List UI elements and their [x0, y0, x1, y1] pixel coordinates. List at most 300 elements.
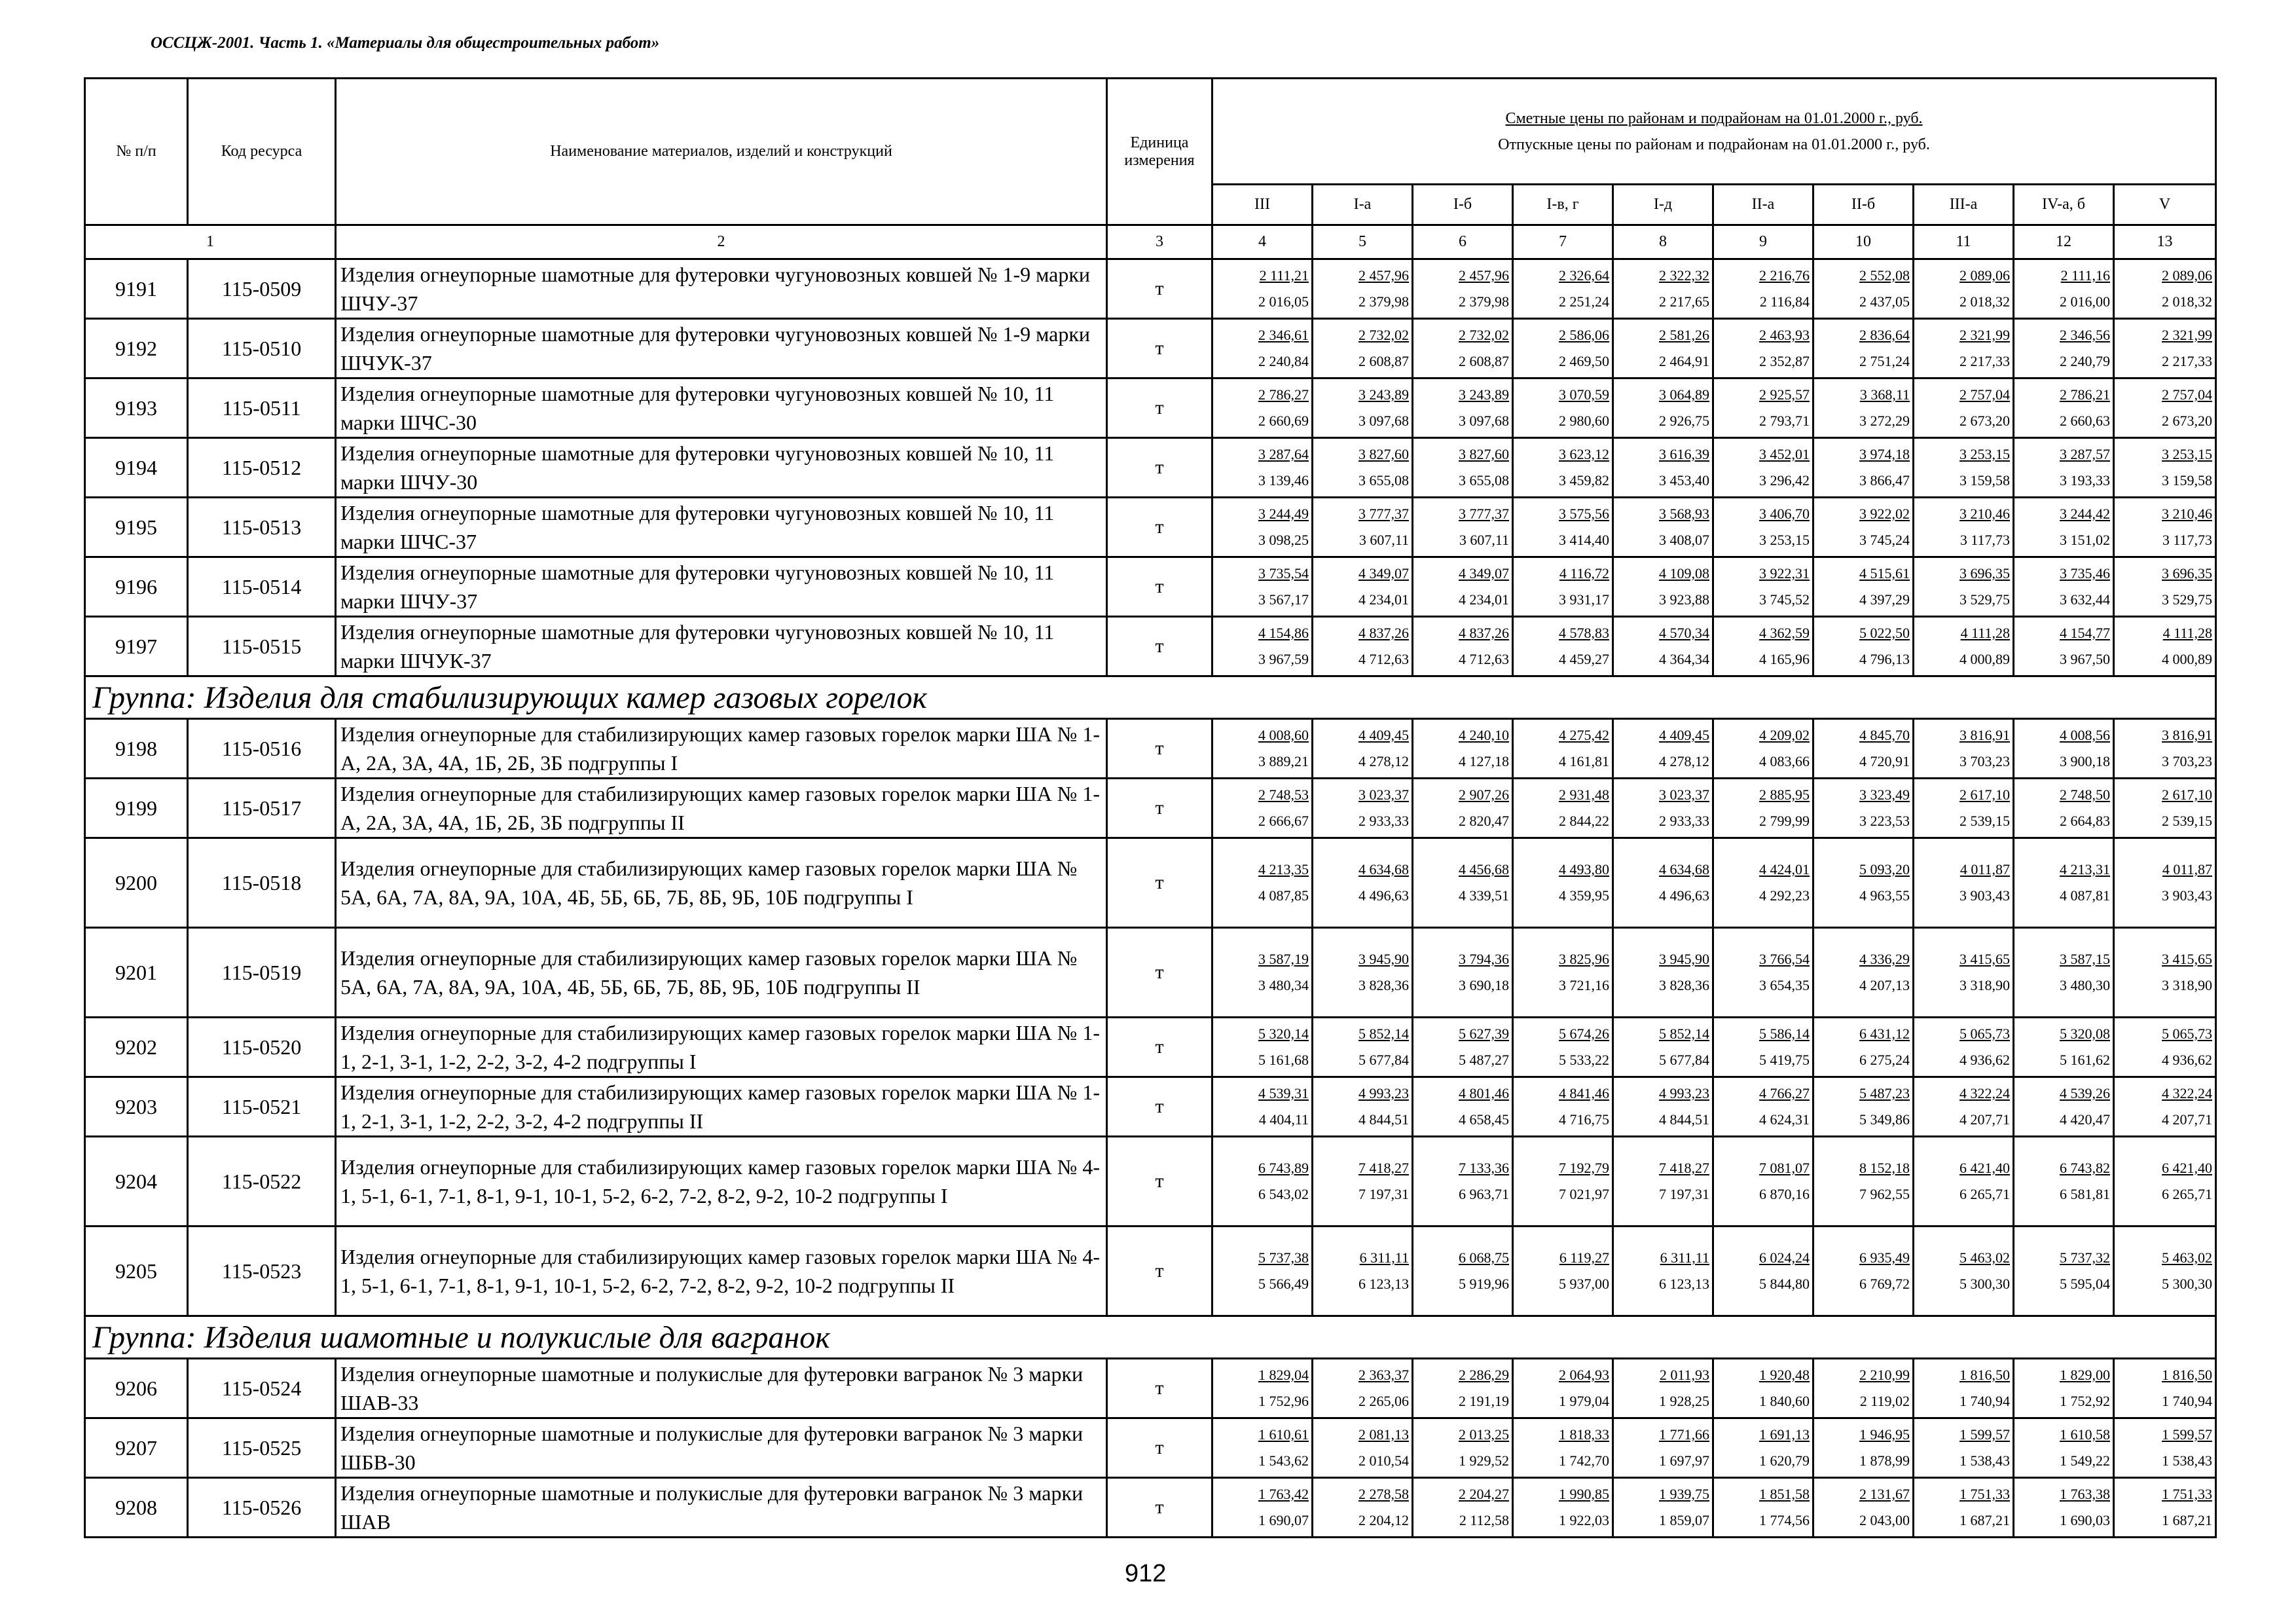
release-price: 5 533,22 [1559, 1052, 1609, 1068]
price-cell [1413, 1359, 1513, 1418]
estimate-price: 3 023,37 [1358, 786, 1409, 803]
release-price: 3 655,08 [1358, 472, 1409, 489]
price-cell [2114, 1478, 2216, 1538]
release-price: 1 752,92 [2060, 1393, 2110, 1409]
estimate-price: 3 922,31 [1759, 565, 1810, 581]
estimate-price: 2 326,64 [1559, 267, 1609, 284]
price-table [84, 77, 2217, 1538]
estimate-price: 4 539,31 [1258, 1085, 1309, 1101]
price-cell [1313, 617, 1413, 676]
row-number: 9201 [85, 928, 188, 1018]
price-cell [1313, 1227, 1413, 1316]
release-price: 5 161,62 [2060, 1052, 2110, 1068]
release-price: 1 687,21 [2162, 1512, 2213, 1528]
estimate-price: 4 578,83 [1559, 625, 1609, 641]
estimate-price: 4 634,68 [1659, 861, 1709, 877]
price-cell [1914, 557, 2014, 617]
estimate-price: 2 131,67 [1859, 1486, 1910, 1502]
resource-code: 115-0523 [188, 1227, 336, 1316]
estimate-price: 5 737,32 [2060, 1249, 2110, 1266]
estimate-price: 6 421,40 [2162, 1160, 2213, 1176]
table-row [85, 1137, 2216, 1227]
price-cell [2114, 259, 2216, 319]
price-cell [1613, 1418, 1713, 1478]
release-price: 1 740,94 [2162, 1393, 2213, 1409]
release-price: 3 703,23 [2162, 753, 2213, 769]
estimate-price: 4 209,02 [1759, 727, 1810, 743]
release-price: 2 660,63 [2060, 413, 2110, 429]
price-cell [2014, 719, 2114, 779]
release-price: 2 016,05 [1258, 293, 1309, 310]
estimate-price: 6 935,49 [1859, 1249, 1910, 1266]
price-cell [1713, 719, 1813, 779]
release-price: 3 607,11 [1358, 532, 1409, 548]
price-cell [1914, 1227, 2014, 1316]
release-price: 1 690,03 [2060, 1512, 2110, 1528]
row-number: 9198 [85, 719, 188, 779]
price-cell [1513, 838, 1613, 928]
release-price: 2 379,98 [1459, 293, 1509, 310]
release-price: 1 697,97 [1659, 1452, 1709, 1469]
material-name: Изделия огнеупорные шамотные и полукислые для футеровки вагранок № 3 марки ШАВ-33 [336, 1359, 1107, 1418]
price-cell [1914, 319, 2014, 378]
release-price: 1 690,07 [1258, 1512, 1309, 1528]
release-price: 2 666,67 [1258, 813, 1309, 829]
estimate-price: 3 210,46 [2162, 506, 2213, 522]
price-cell [2014, 928, 2114, 1018]
material-name: Изделия огнеупорные для стабилизирующих камер газовых горелок марки ША № 1-1, 2-1, 3-1, 1-2, 2-2, 3-2, 4-2 подгруппы II [336, 1077, 1107, 1137]
release-price: 3 159,58 [2162, 472, 2213, 489]
price-cell [1413, 498, 1513, 557]
release-price: 2 251,24 [1559, 293, 1609, 310]
price-cell [1813, 1018, 1914, 1077]
estimate-price: 3 253,15 [2162, 446, 2213, 462]
price-cell [1914, 1137, 2014, 1227]
estimate-price: 1 610,58 [2060, 1426, 2110, 1443]
column-number: 8 [1613, 225, 1713, 259]
estimate-price: 2 321,99 [2162, 327, 2213, 343]
estimate-price: 2 748,53 [1258, 786, 1309, 803]
region-header: I-б [1413, 185, 1513, 225]
material-name: Изделия огнеупорные шамотные для футеровки чугуновозных ковшей № 10, 11 марки ШЧС-30 [336, 378, 1107, 438]
price-cell [1813, 1418, 1914, 1478]
release-price: 6 870,16 [1759, 1186, 1810, 1202]
estimate-price: 4 634,68 [1358, 861, 1409, 877]
column-number: 12 [2014, 225, 2114, 259]
estimate-price: 4 322,24 [2162, 1085, 2213, 1101]
price-cell [1613, 319, 1713, 378]
estimate-price: 5 065,73 [2162, 1025, 2213, 1042]
price-cell [1813, 1359, 1914, 1418]
estimate-price: 3 287,64 [1258, 446, 1309, 462]
estimate-price: 2 732,02 [1459, 327, 1509, 343]
estimate-price: 6 068,75 [1459, 1249, 1509, 1266]
resource-code: 115-0526 [188, 1478, 336, 1538]
release-price: 2 539,15 [1959, 813, 2010, 829]
estimate-price: 3 587,19 [1258, 951, 1309, 967]
estimate-price: 4 766,27 [1759, 1085, 1810, 1101]
material-name: Изделия огнеупорные шамотные для футеровки чугуновозных ковшей № 10, 11 марки ШЧУ-30 [336, 438, 1107, 498]
price-cell [1212, 1478, 1313, 1538]
release-price: 2 820,47 [1459, 813, 1509, 829]
estimate-price: 2 321,99 [1959, 327, 2010, 343]
column-number: 1 [85, 225, 336, 259]
material-name: Изделия огнеупорные для стабилизирующих камер газовых горелок марки ША № 4-1, 5-1, 6-1, 7-1, 8-1, 9-1, 10-1, 5-2, 6-2, 7-2, 8-2, 9-2, 10-2 подгруппы I [336, 1137, 1107, 1227]
release-price: 3 480,34 [1258, 977, 1309, 993]
estimate-price: 3 922,02 [1859, 506, 1910, 522]
unit-of-measure: т [1107, 1018, 1212, 1077]
estimate-price: 4 154,86 [1258, 625, 1309, 641]
estimate-price: 6 421,40 [1959, 1160, 2010, 1176]
price-cell [1212, 1018, 1313, 1077]
material-name: Изделия огнеупорные шамотные для футеровки чугуновозных ковшей № 1-9 марки ШЧУ-37 [336, 259, 1107, 319]
price-cell [2014, 838, 2114, 928]
price-cell [1813, 319, 1914, 378]
release-price: 1 774,56 [1759, 1512, 1810, 1528]
estimate-price: 2 732,02 [1358, 327, 1409, 343]
estimate-price: 4 240,10 [1459, 727, 1509, 743]
unit-of-measure: т [1107, 1418, 1212, 1478]
release-price: 4 087,81 [2060, 887, 2110, 904]
release-price: 4 459,27 [1559, 651, 1609, 667]
region-header: I-а [1313, 185, 1413, 225]
estimate-price: 2 925,57 [1759, 386, 1810, 403]
release-price: 2 217,33 [2162, 353, 2213, 369]
release-price: 2 265,06 [1358, 1393, 1409, 1409]
estimate-price: 3 243,89 [1358, 386, 1409, 403]
release-price: 1 538,43 [2162, 1452, 2213, 1469]
release-price: 4 207,13 [1859, 977, 1910, 993]
unit-of-measure: т [1107, 438, 1212, 498]
estimate-price: 3 253,15 [1959, 446, 2010, 462]
release-price: 4 234,01 [1358, 591, 1409, 608]
price-cell [1813, 1227, 1914, 1316]
resource-code: 115-0514 [188, 557, 336, 617]
price-cell [1813, 1077, 1914, 1137]
release-price: 4 000,89 [1959, 651, 2010, 667]
estimate-price: 3 287,57 [2060, 446, 2110, 462]
price-cell [2114, 838, 2216, 928]
price-cell [1914, 719, 2014, 779]
price-cell [1713, 1478, 1813, 1538]
price-cell [1212, 928, 1313, 1018]
estimate-price: 2 064,93 [1559, 1367, 1609, 1383]
estimate-price: 3 696,35 [1959, 565, 2010, 581]
release-price: 3 567,17 [1258, 591, 1309, 608]
price-cell [2014, 1077, 2114, 1137]
release-price: 4 207,71 [2162, 1111, 2213, 1128]
estimate-price: 2 322,32 [1659, 267, 1709, 284]
price-cell [2114, 1227, 2216, 1316]
table-row [85, 259, 2216, 319]
release-price: 6 265,71 [2162, 1186, 2213, 1202]
page-header: ОССЦЖ-2001. Часть 1. «Материалы для общестроительных работ» [151, 34, 660, 52]
estimate-price: 4 837,26 [1459, 625, 1509, 641]
table-row [85, 779, 2216, 838]
estimate-price: 2 346,61 [1258, 327, 1309, 343]
release-price: 6 123,13 [1659, 1276, 1709, 1292]
price-cell [1413, 1418, 1513, 1478]
price-cell [1513, 319, 1613, 378]
estimate-price: 4 362,59 [1759, 625, 1810, 641]
estimate-price: 2 111,21 [1259, 267, 1309, 284]
price-cell [1713, 838, 1813, 928]
region-header: II-б [1813, 185, 1914, 225]
unit-of-measure: т [1107, 498, 1212, 557]
price-cell [1813, 1137, 1914, 1227]
estimate-price: 1 763,38 [2060, 1486, 2110, 1502]
price-cell [1313, 498, 1413, 557]
estimate-price: 3 816,91 [1959, 727, 2010, 743]
row-number: 9199 [85, 779, 188, 838]
estimate-price: 4 111,28 [1960, 625, 2010, 641]
estimate-price: 3 415,65 [2162, 951, 2213, 967]
release-price: 3 900,18 [2060, 753, 2110, 769]
price-cell [1713, 928, 1813, 1018]
row-number: 9195 [85, 498, 188, 557]
estimate-price: 3 794,36 [1459, 951, 1509, 967]
material-name: Изделия огнеупорные шамотные и полукислые для футеровки вагранок № 3 марки ШАВ [336, 1478, 1107, 1538]
estimate-price: 3 575,56 [1559, 506, 1609, 522]
release-price: 4 844,51 [1659, 1111, 1709, 1128]
price-cell [1713, 438, 1813, 498]
release-price: 5 300,30 [1959, 1276, 2010, 1292]
table-row [85, 838, 2216, 928]
release-price: 2 379,98 [1358, 293, 1409, 310]
material-name: Изделия огнеупорные для стабилизирующих камер газовых горелок марки ША № 5А, 6А, 7А, 8А, 9А, 10А, 4Б, 5Б, 6Б, 7Б, 8Б, 9Б, 10Б подгруппы I [336, 838, 1107, 928]
estimate-price: 4 213,35 [1258, 861, 1309, 877]
table-row [85, 617, 2216, 676]
estimate-price: 4 275,42 [1559, 727, 1609, 743]
estimate-price: 2 581,26 [1659, 327, 1709, 343]
table-row [85, 1478, 2216, 1538]
release-price: 4 364,34 [1659, 651, 1709, 667]
release-price: 3 097,68 [1459, 413, 1509, 429]
row-number: 9203 [85, 1077, 188, 1137]
price-cell [2014, 1137, 2114, 1227]
release-price: 1 687,21 [1959, 1512, 2010, 1528]
price-cell [1212, 617, 1313, 676]
release-price: 4 624,31 [1759, 1111, 1810, 1128]
estimate-price: 2 089,06 [1959, 267, 2010, 284]
estimate-price: 2 089,06 [2162, 267, 2213, 284]
column-number: 10 [1813, 225, 1914, 259]
price-cell [1513, 1018, 1613, 1077]
unit-of-measure: т [1107, 259, 1212, 319]
release-price: 3 745,24 [1859, 532, 1910, 548]
estimate-price: 7 418,27 [1659, 1160, 1709, 1176]
material-name: Изделия огнеупорные шамотные для футеровки чугуновозных ковшей № 10, 11 марки ШЧС-37 [336, 498, 1107, 557]
price-cell [1513, 498, 1613, 557]
table-row [85, 928, 2216, 1018]
release-price: 4 496,63 [1358, 887, 1409, 904]
price-cell [1313, 779, 1413, 838]
estimate-price: 3 064,89 [1659, 386, 1709, 403]
unit-of-measure: т [1107, 1478, 1212, 1538]
price-cell [1212, 557, 1313, 617]
release-price: 2 933,33 [1358, 813, 1409, 829]
release-price: 2 673,20 [1959, 413, 2010, 429]
price-cell [1212, 438, 1313, 498]
release-price: 1 742,70 [1559, 1452, 1609, 1469]
estimate-price: 2 786,21 [2060, 386, 2110, 403]
estimate-price: 3 452,01 [1759, 446, 1810, 462]
release-price: 3 117,73 [2162, 532, 2213, 548]
estimate-price: 1 599,57 [2162, 1426, 2213, 1443]
price-cell [1313, 557, 1413, 617]
price-cell [1313, 319, 1413, 378]
material-name: Изделия огнеупорные шамотные для футеровки чугуновозных ковшей № 10, 11 марки ШЧУ-37 [336, 557, 1107, 617]
price-cell [1713, 557, 1813, 617]
price-cell [1313, 259, 1413, 319]
price-cell [1713, 319, 1813, 378]
table-row [85, 719, 2216, 779]
estimate-price: 4 539,26 [2060, 1085, 2110, 1101]
price-cell [1713, 1018, 1813, 1077]
price-cell [1513, 557, 1613, 617]
row-number: 9194 [85, 438, 188, 498]
price-cell [1413, 557, 1513, 617]
row-number: 9205 [85, 1227, 188, 1316]
estimate-price: 1 610,61 [1258, 1426, 1309, 1443]
unit-of-measure: т [1107, 1359, 1212, 1418]
estimate-price: 7 418,27 [1358, 1160, 1409, 1176]
release-price: 1 538,43 [1959, 1452, 2010, 1469]
price-cell [1813, 259, 1914, 319]
column-number-row [85, 225, 2216, 259]
estimate-price: 1 816,50 [1959, 1367, 2010, 1383]
row-number: 9197 [85, 617, 188, 676]
price-cell [1212, 1418, 1313, 1478]
price-cell [1413, 1227, 1513, 1316]
row-number: 9191 [85, 259, 188, 319]
price-cell [1413, 319, 1513, 378]
price-cell [1813, 378, 1914, 438]
estimate-price: 2 011,93 [1659, 1367, 1709, 1383]
estimate-price: 3 244,42 [2060, 506, 2110, 522]
estimate-price: 1 829,04 [1258, 1367, 1309, 1383]
price-cell [1513, 1359, 1613, 1418]
estimate-price: 2 463,93 [1759, 327, 1810, 343]
estimate-price: 3 827,60 [1358, 446, 1409, 462]
estimate-price: 2 216,76 [1759, 267, 1810, 284]
estimate-price: 4 409,45 [1358, 727, 1409, 743]
material-name: Изделия огнеупорные для стабилизирующих камер газовых горелок марки ША № 5А, 6А, 7А, 8А, 9А, 10А, 4Б, 5Б, 6Б, 7Б, 8Б, 9Б, 10Б подгруппы II [336, 928, 1107, 1018]
estimate-price: 3 816,91 [2162, 727, 2213, 743]
release-price: 2 799,99 [1759, 813, 1810, 829]
price-cell [1513, 1137, 1613, 1227]
estimate-price: 1 751,33 [1959, 1486, 2010, 1502]
resource-code: 115-0524 [188, 1359, 336, 1418]
material-name: Изделия огнеупорные для стабилизирующих камер газовых горелок марки ША № 4-1, 5-1, 6-1, 7-1, 8-1, 9-1, 10-1, 5-2, 6-2, 7-2, 8-2, 9-2, 10-2 подгруппы II [336, 1227, 1107, 1316]
price-cell [1613, 1359, 1713, 1418]
estimate-price: 5 320,08 [2060, 1025, 2110, 1042]
price-cell [1713, 1137, 1813, 1227]
release-price: 4 716,75 [1559, 1111, 1609, 1128]
price-cell [1813, 779, 1914, 838]
estimate-price: 1 990,85 [1559, 1486, 1609, 1502]
price-cell [1713, 378, 1813, 438]
estimate-price: 4 993,23 [1358, 1085, 1409, 1101]
table-row [85, 319, 2216, 378]
estimate-price: 4 493,80 [1559, 861, 1609, 877]
estimate-price: 5 022,50 [1859, 625, 1910, 641]
release-price: 2 608,87 [1459, 353, 1509, 369]
price-cell [1713, 498, 1813, 557]
release-price: 3 459,82 [1559, 472, 1609, 489]
release-price: 3 098,25 [1258, 532, 1309, 548]
price-cell [1513, 617, 1613, 676]
release-price: 1 740,94 [1959, 1393, 2010, 1409]
material-name: Изделия огнеупорные для стабилизирующих камер газовых горелок марки ША № 1-А, 2А, 3А, 4А, 1Б, 2Б, 3Б подгруппы I [336, 719, 1107, 779]
release-price: 2 926,75 [1659, 413, 1709, 429]
price-cell [1212, 1227, 1313, 1316]
estimate-price: 4 409,45 [1659, 727, 1709, 743]
release-price: 4 292,23 [1759, 887, 1810, 904]
estimate-price: 6 431,12 [1859, 1025, 1910, 1042]
estimate-price: 4 456,68 [1459, 861, 1509, 877]
resource-code: 115-0525 [188, 1418, 336, 1478]
price-cell [1313, 378, 1413, 438]
price-cell [1613, 259, 1713, 319]
estimate-price: 4 993,23 [1659, 1085, 1709, 1101]
price-cell [1413, 378, 1513, 438]
release-price: 3 453,40 [1659, 472, 1709, 489]
release-price: 6 581,81 [2060, 1186, 2110, 1202]
unit-of-measure: т [1107, 779, 1212, 838]
price-cell [1914, 498, 2014, 557]
release-price: 3 414,40 [1559, 532, 1609, 548]
price-cell [2014, 1418, 2114, 1478]
price-table-container [84, 77, 2213, 1538]
price-cell [1613, 1077, 1713, 1137]
price-cell [1413, 617, 1513, 676]
price-cell [1212, 1137, 1313, 1227]
price-cell [1413, 1018, 1513, 1077]
release-price: 4 397,29 [1859, 591, 1910, 608]
release-price: 4 127,18 [1459, 753, 1509, 769]
release-price: 5 161,68 [1258, 1052, 1309, 1068]
estimate-price: 3 406,70 [1759, 506, 1810, 522]
release-price: 3 272,29 [1859, 413, 1910, 429]
release-price: 1 878,99 [1859, 1452, 1910, 1469]
region-header: II-а [1713, 185, 1813, 225]
price-cell [1813, 617, 1914, 676]
estimate-price: 2 786,27 [1258, 386, 1309, 403]
estimate-price: 5 674,26 [1559, 1025, 1609, 1042]
price-cell [2114, 438, 2216, 498]
release-price: 3 318,90 [1959, 977, 2010, 993]
release-price: 2 116,84 [1759, 293, 1810, 310]
table-body [85, 259, 2216, 1538]
header-unit: Единица измерения [1107, 79, 1212, 225]
estimate-price: 1 939,75 [1659, 1486, 1709, 1502]
estimate-price: 1 920,48 [1759, 1367, 1810, 1383]
region-header: IV-а, б [2014, 185, 2114, 225]
release-price: 5 487,27 [1459, 1052, 1509, 1068]
release-price: 5 844,80 [1759, 1276, 1810, 1292]
row-number: 9202 [85, 1018, 188, 1077]
price-cell [1212, 378, 1313, 438]
estimate-price: 3 023,37 [1659, 786, 1709, 803]
resource-code: 115-0511 [188, 378, 336, 438]
price-cell [2114, 1018, 2216, 1077]
price-cell [1613, 838, 1713, 928]
price-cell [1713, 617, 1813, 676]
release-price: 2 844,22 [1559, 813, 1609, 829]
estimate-price: 1 829,00 [2060, 1367, 2110, 1383]
price-cell [1613, 928, 1713, 1018]
